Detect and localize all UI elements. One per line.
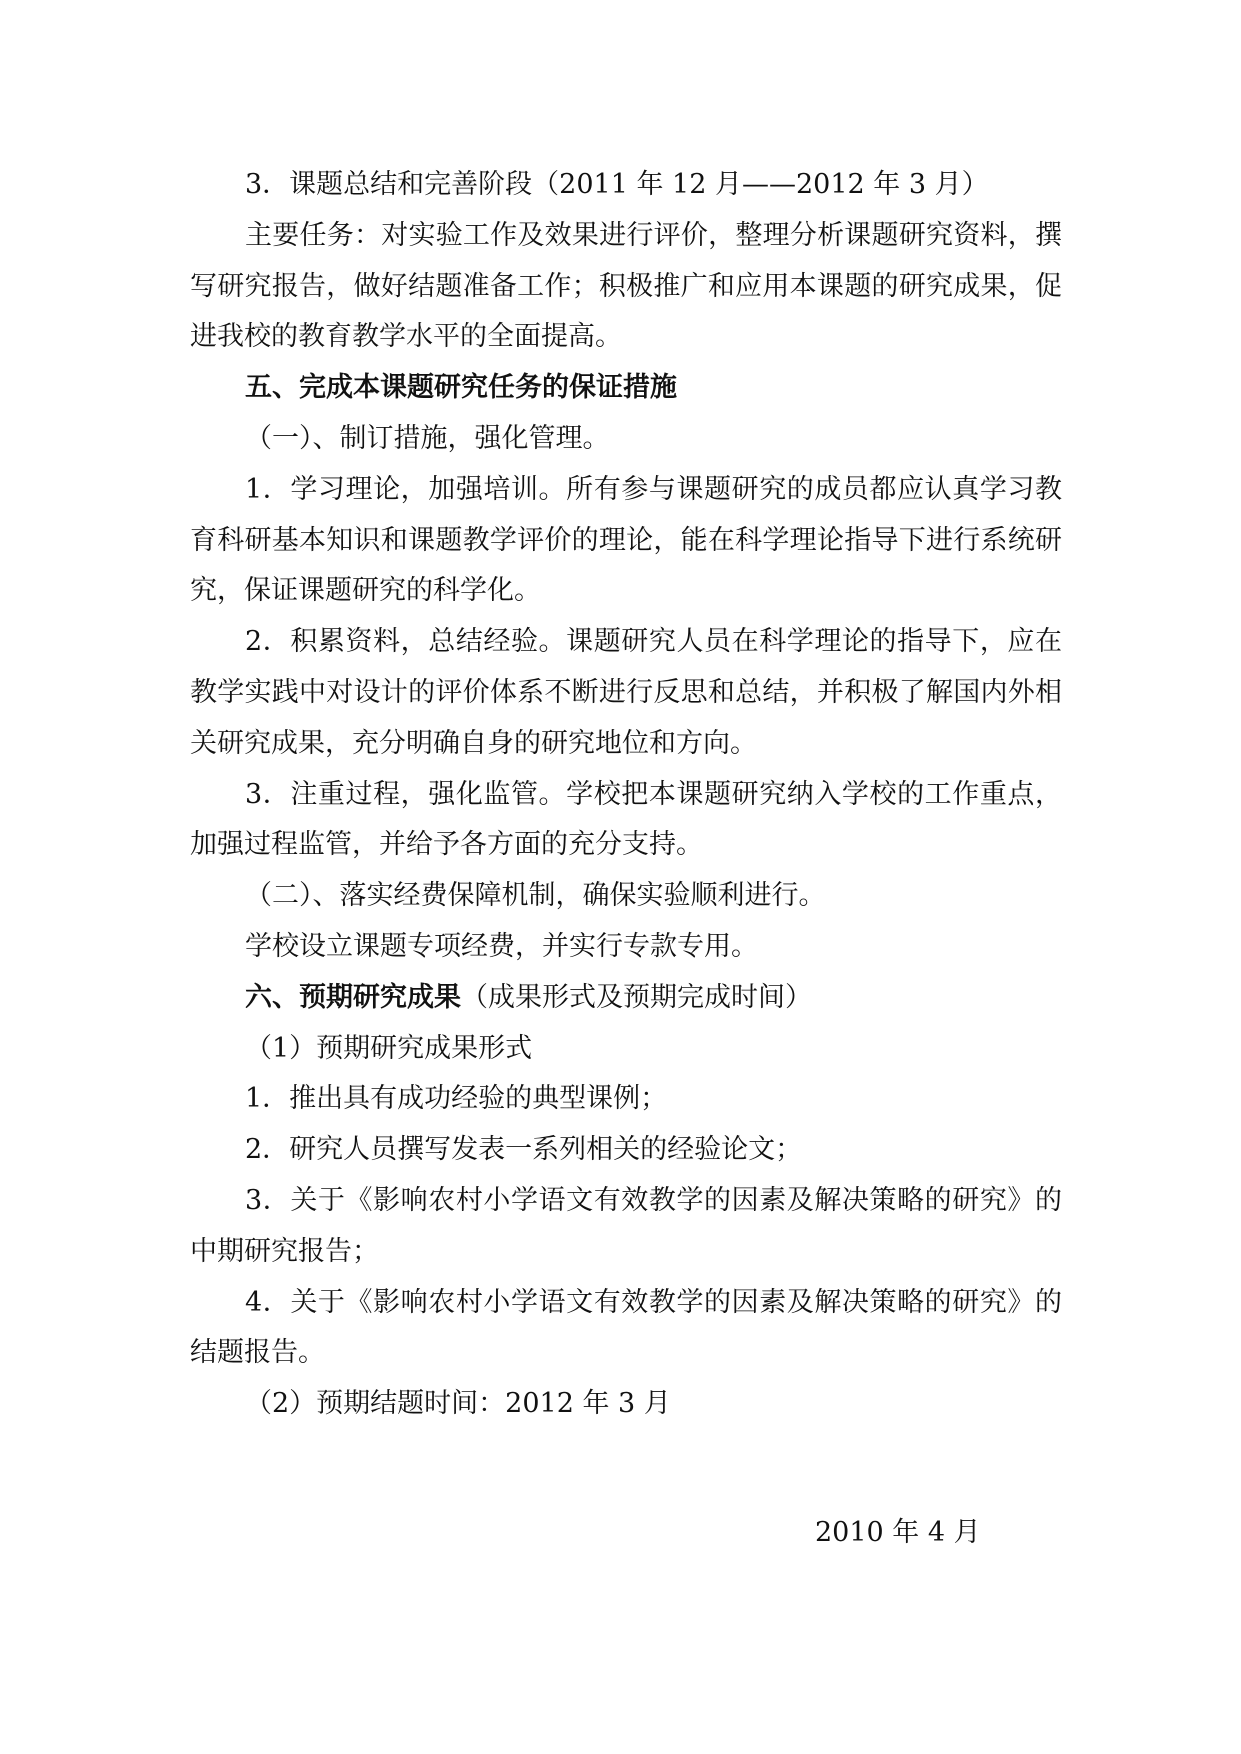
outcome-item-1: 1．推出具有成功经验的典型课例；	[245, 1083, 668, 1115]
funding-paragraph: 学校设立课题专项经费，并实行专款专用。	[245, 930, 758, 962]
section-5-heading: 五、完成本课题研究任务的保证措施	[245, 372, 677, 404]
measure-3-paragraph: 3．注重过程，强化监管。学校把本课题研究纳入学校的工作重点，加强过程监管，并给予各方面的充分支持。	[190, 778, 1062, 861]
measure-2-paragraph: 2．积累资料，总结经验。课题研究人员在科学理论的指导下，应在教学实践中对设计的评价体系不断进行反思和总结，并积极了解国内外相关研究成果，充分明确自身的研究地位和方向。	[190, 626, 1062, 759]
document-date: 2010 年 4 月	[815, 1517, 981, 1548]
outcome-item-4: 4．关于《影响农村小学语文有效教学的因素及解决策略的研究》的结题报告。	[190, 1286, 1062, 1369]
outcome-item-3: 3．关于《影响农村小学语文有效教学的因素及解决策略的研究》的中期研究报告；	[190, 1184, 1062, 1267]
main-tasks-paragraph: 主要任务：对实验工作及效果进行评价，整理分析课题研究资料，撰写研究报告，做好结题准备工作；积极推广和应用本课题的研究成果，促进我校的教育教学水平的全面提高。	[190, 219, 1062, 353]
section-6-title: 六、预期研究成果	[245, 981, 461, 1013]
outcome-forms-heading: （1）预期研究成果形式	[245, 1032, 533, 1064]
stage-3-heading: 3．课题总结和完善阶段（2011 年 12 月——2012 年 3 月）	[245, 169, 989, 200]
completion-time-line: （2）预期结题时间：2012 年 3 月	[245, 1388, 671, 1420]
section-6-subtitle: （成果形式及预期完成时间）	[461, 981, 812, 1013]
section-6-heading	[190, 973, 1062, 1024]
outcome-item-2: 2．研究人员撰写发表一系列相关的经验论文；	[245, 1134, 803, 1166]
measure-1-paragraph: 1．学习理论，加强培训。所有参与课题研究的成员都应认真学习教育科研基本知识和课题教学评价的理论，能在科学理论指导下进行系统研究，保证课题研究的科学化。	[190, 473, 1062, 607]
subsection-1-heading: （一）、制订措施，强化管理。	[245, 422, 610, 454]
subsection-2-heading: （二）、落实经费保障机制，确保实验顺利进行。	[245, 880, 826, 912]
document-body	[190, 160, 1062, 1430]
